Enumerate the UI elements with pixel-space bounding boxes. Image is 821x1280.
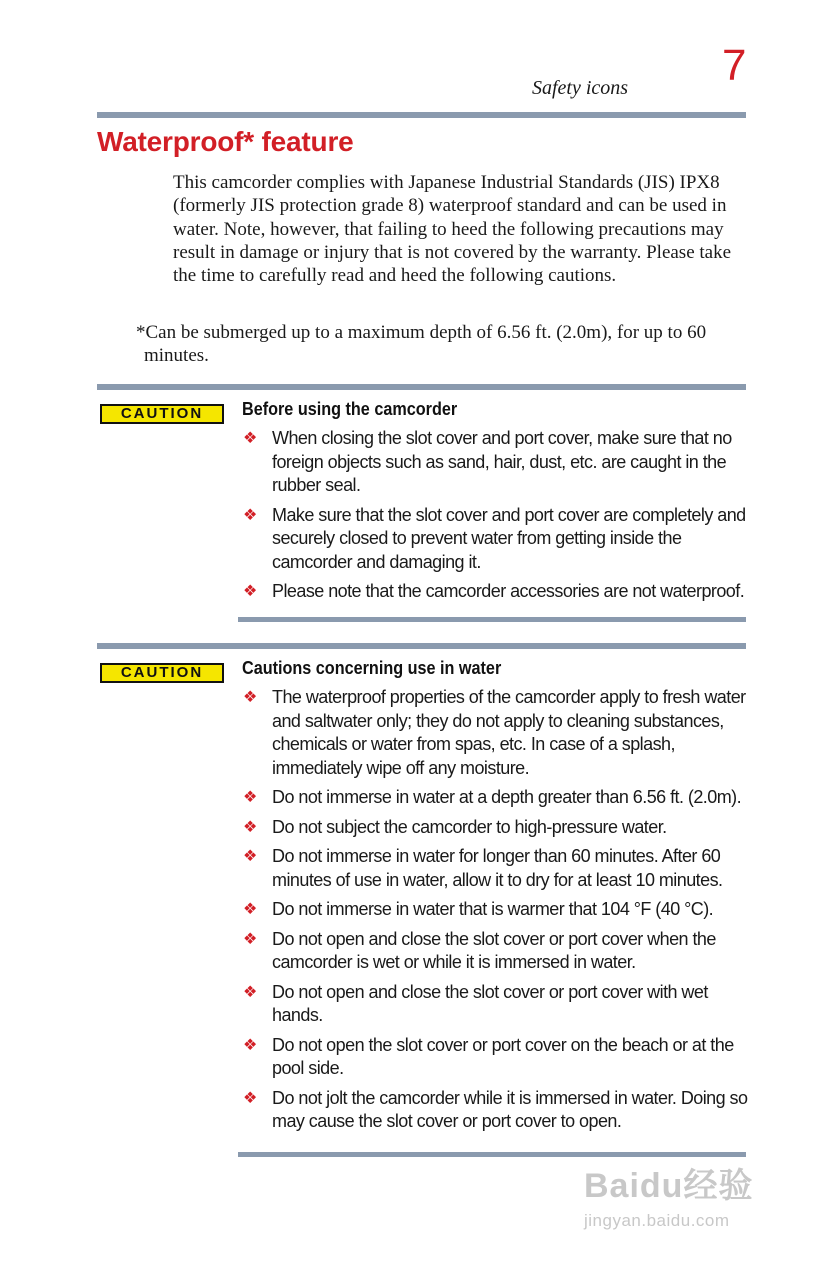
caution-badge: CAUTION bbox=[100, 663, 224, 683]
header-rule bbox=[97, 112, 746, 118]
list-item: ❖ Make sure that the slot cover and port cover are completely and securely closed to prevent water from getting inside the camcorder and damaging it. bbox=[243, 504, 746, 572]
caution-2-list bbox=[242, 686, 748, 1134]
running-head: Safety icons bbox=[532, 77, 629, 99]
list-item: ❖ Do not subject the camcorder to high-pressure water. bbox=[242, 816, 748, 840]
section-title: Waterproof* feature bbox=[97, 126, 354, 157]
list-item: ❖ Do not immerse in water at a depth greater than 6.56 ft. (2.0m). bbox=[242, 786, 748, 810]
diamond-bullet-icon: ❖ bbox=[243, 848, 257, 865]
diamond-bullet-icon: ❖ bbox=[243, 1036, 257, 1054]
watermark bbox=[584, 1158, 774, 1248]
intro-paragraph: This camcorder complies with Japanese Industrial Standards (JIS) IPX8 (formerly JIS protection grade 8) waterproof standard and can be used in water. Note, however, that failing to heed the following precautions may result in damage or injury that is not covered by the warranty. Please take the time to carefully read and heed the following cautions. bbox=[173, 172, 732, 287]
caution-heading: Before using the camcorder bbox=[242, 399, 458, 419]
diamond-bullet-icon: ❖ bbox=[243, 901, 257, 918]
diamond-bullet-icon: ❖ bbox=[243, 506, 257, 524]
diamond-bullet-icon: ❖ bbox=[243, 583, 257, 600]
diamond-bullet-icon: ❖ bbox=[243, 430, 257, 447]
list-item: ❖ The waterproof properties of the camcorder apply to fresh water and saltwater only; they do not apply to cleaning substances, chemicals or water from spas, etc. In case of a splash, immediately wipe off any moisture. bbox=[243, 687, 746, 778]
list-item: ❖ Do not open the slot cover or port cover on the beach or at the pool side. bbox=[243, 1034, 734, 1078]
watermark-logo: Baidu经验 bbox=[584, 1167, 754, 1205]
list-item: ❖ Do not open and close the slot cover or port cover when the camcorder is wet or while it is immersed in water. bbox=[243, 928, 716, 972]
caution-2-body bbox=[242, 658, 748, 1140]
list-item: ❖ Do not immerse in water that is warmer that 104 °F (40 °C). bbox=[242, 898, 748, 922]
list-item: ❖ When closing the slot cover and port cover, make sure that no foreign objects such as sand, hair, dust, etc. are caught in the rubber seal. bbox=[243, 428, 732, 495]
list-item: ❖ Do not immerse in water for longer than 60 minutes. After 60 minutes of use in water, allow it to dry for at least 10 minutes. bbox=[243, 846, 723, 890]
caution-1-list bbox=[242, 427, 748, 604]
caution-heading: Cautions concerning use in water bbox=[242, 658, 502, 678]
page-number: 7 bbox=[722, 41, 747, 90]
list-item: ❖ Please note that the camcorder accessories are not waterproof. bbox=[242, 580, 748, 604]
diamond-bullet-icon: ❖ bbox=[243, 689, 257, 706]
diamond-bullet-icon: ❖ bbox=[243, 789, 257, 806]
caution-badge: CAUTION bbox=[100, 404, 224, 424]
footnote: *Can be submerged up to a maximum depth of 6.56 ft. (2.0m), for up to 60 minutes. bbox=[136, 322, 707, 367]
caution-2-top-rule bbox=[97, 643, 746, 649]
list-item: ❖ Do not open and close the slot cover or port cover with wet hands. bbox=[243, 981, 708, 1025]
caution-1-end-rule bbox=[238, 617, 746, 622]
diamond-bullet-icon: ❖ bbox=[243, 818, 257, 836]
diamond-bullet-icon: ❖ bbox=[243, 930, 257, 948]
diamond-bullet-icon: ❖ bbox=[243, 1089, 257, 1107]
caution-1-body bbox=[242, 399, 748, 610]
list-item: ❖ Do not jolt the camcorder while it is immersed in water. Doing so may cause the slot cover or port cover to open. bbox=[243, 1087, 748, 1131]
caution-2-end-rule bbox=[238, 1152, 746, 1157]
watermark-url: jingyan.baidu.com bbox=[584, 1211, 730, 1230]
diamond-bullet-icon: ❖ bbox=[243, 983, 257, 1001]
caution-1-top-rule bbox=[97, 384, 746, 390]
